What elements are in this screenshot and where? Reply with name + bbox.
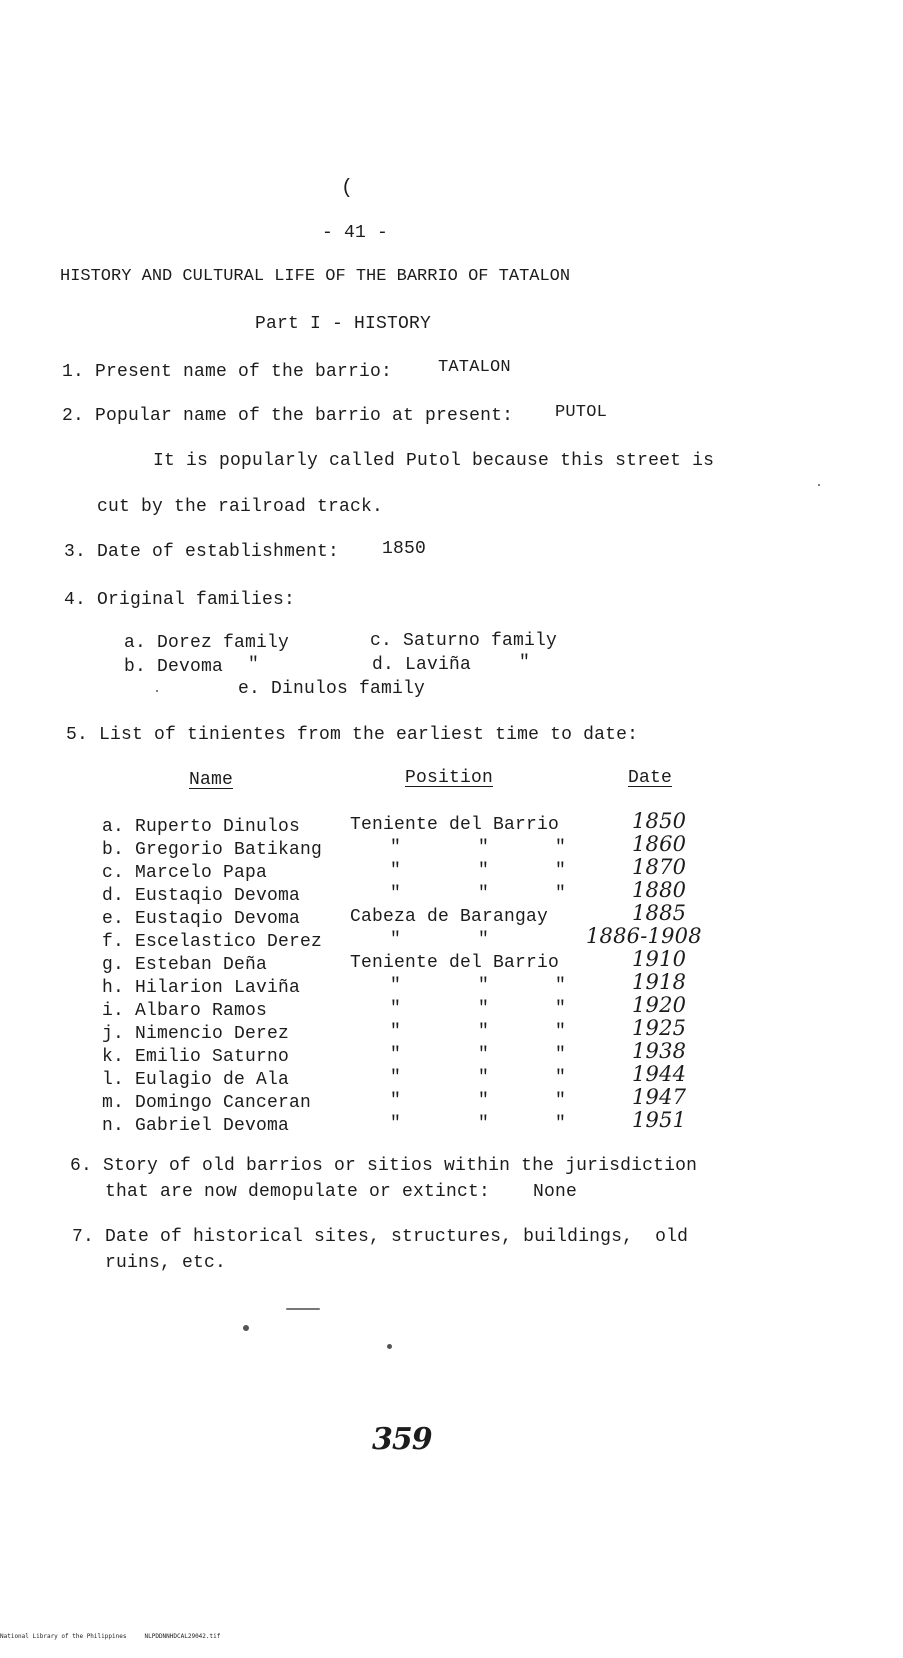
row-date: 1880 <box>632 878 687 902</box>
item7-line1: 7. Date of historical sites, structures, buildings, old <box>72 1227 689 1247</box>
row-position: " " " <box>390 1022 567 1042</box>
item6-line1: 6. Story of old barrios or sitios within the jurisdiction <box>70 1156 698 1176</box>
page-title: HISTORY AND CULTURAL LIFE OF THE BARRIO OF TATALON <box>60 267 571 286</box>
item6-line2: that are now demopulate or extinct: <box>105 1182 491 1202</box>
item3-value: 1850 <box>382 539 427 559</box>
row-date: 1910 <box>632 947 687 971</box>
row-position: " " " <box>390 861 567 881</box>
row-name: a. Ruperto Dinulos <box>102 817 301 837</box>
row-name: i. Albaro Ramos <box>102 1001 268 1021</box>
row-name: k. Emilio Saturno <box>102 1047 290 1067</box>
row-position: Teniente del Barrio <box>350 815 560 835</box>
row-name: g. Esteban Deña <box>102 955 268 975</box>
column-header-name: Name <box>189 770 234 790</box>
page-mark: ( <box>341 177 354 200</box>
family-e: e. Dinulos family <box>238 679 426 699</box>
row-date: 1886-1908 <box>586 924 702 948</box>
row-name: j. Nimencio Derez <box>102 1024 290 1044</box>
row-position: " " " <box>390 884 567 904</box>
scan-speck <box>286 1308 320 1310</box>
row-date: 1850 <box>632 809 687 833</box>
row-position: " " " <box>390 1068 567 1088</box>
item1-value: TATALON <box>438 358 511 377</box>
item2-explanation-line2: cut by the railroad track. <box>97 497 384 517</box>
section-subtitle: Part I - HISTORY <box>255 314 432 334</box>
row-position: " " " <box>390 1114 567 1134</box>
family-d-ditto: " <box>519 653 531 673</box>
item3-label: 3. Date of establishment: <box>64 542 340 562</box>
item5-label: 5. List of tinientes from the earliest time to date: <box>66 725 639 745</box>
row-name: b. Gregorio Batikang <box>102 840 323 860</box>
row-name: h. Hilarion Laviña <box>102 978 301 998</box>
item2-label: 2. Popular name of the barrio at present: <box>62 406 514 426</box>
row-position: " " " <box>390 976 567 996</box>
row-position: " " " <box>390 999 567 1019</box>
row-name: n. Gabriel Devoma <box>102 1116 290 1136</box>
column-header-position: Position <box>405 768 494 788</box>
item2-explanation-line1: It is popularly called Putol because this street is <box>153 451 715 471</box>
row-name: l. Eulagio de Ala <box>102 1070 290 1090</box>
item6-value: None <box>533 1182 578 1202</box>
handwritten-page-number: 359 <box>372 1422 432 1457</box>
row-date: 1860 <box>632 832 687 856</box>
scan-footer: National Library of the Philippines NLPDDNNHDCAL29042.tif <box>0 1633 221 1640</box>
scan-speck <box>243 1325 249 1331</box>
row-date: 1925 <box>632 1016 687 1040</box>
page-number: - 41 - <box>322 223 389 243</box>
row-name: m. Domingo Canceran <box>102 1093 312 1113</box>
item4-label: 4. Original families: <box>64 590 296 610</box>
scan-speck <box>156 690 158 692</box>
row-date: 1951 <box>632 1108 687 1132</box>
row-date: 1885 <box>632 901 687 925</box>
family-c: c. Saturno family <box>370 631 558 651</box>
row-position: " " " <box>390 1091 567 1111</box>
row-name: f. Escelastico Derez <box>102 932 323 952</box>
row-date: 1947 <box>632 1085 687 1109</box>
row-name: d. Eustaqio Devoma <box>102 886 301 906</box>
family-d: d. Laviña <box>372 655 472 675</box>
row-date: 1944 <box>632 1062 687 1086</box>
item1-label: 1. Present name of the barrio: <box>62 362 393 382</box>
row-name: c. Marcelo Papa <box>102 863 268 883</box>
row-date: 1920 <box>632 993 687 1017</box>
row-position: Teniente del Barrio <box>350 953 560 973</box>
row-name: e. Eustaqio Devoma <box>102 909 301 929</box>
row-date: 1918 <box>632 970 687 994</box>
row-position: Cabeza de Barangay <box>350 907 549 927</box>
item2-value: PUTOL <box>555 403 608 422</box>
column-header-date: Date <box>628 768 673 788</box>
scan-speck <box>387 1344 392 1349</box>
item7-line2: ruins, etc. <box>105 1253 227 1273</box>
scan-speck <box>818 484 820 486</box>
row-position: " " <box>390 930 490 950</box>
row-position: " " " <box>390 838 567 858</box>
family-a: a. Dorez family <box>124 633 290 653</box>
row-date: 1870 <box>632 855 687 879</box>
row-position: " " " <box>390 1045 567 1065</box>
row-date: 1938 <box>632 1039 687 1063</box>
family-b: b. Devoma <box>124 657 224 677</box>
family-b-ditto: " <box>248 655 260 675</box>
